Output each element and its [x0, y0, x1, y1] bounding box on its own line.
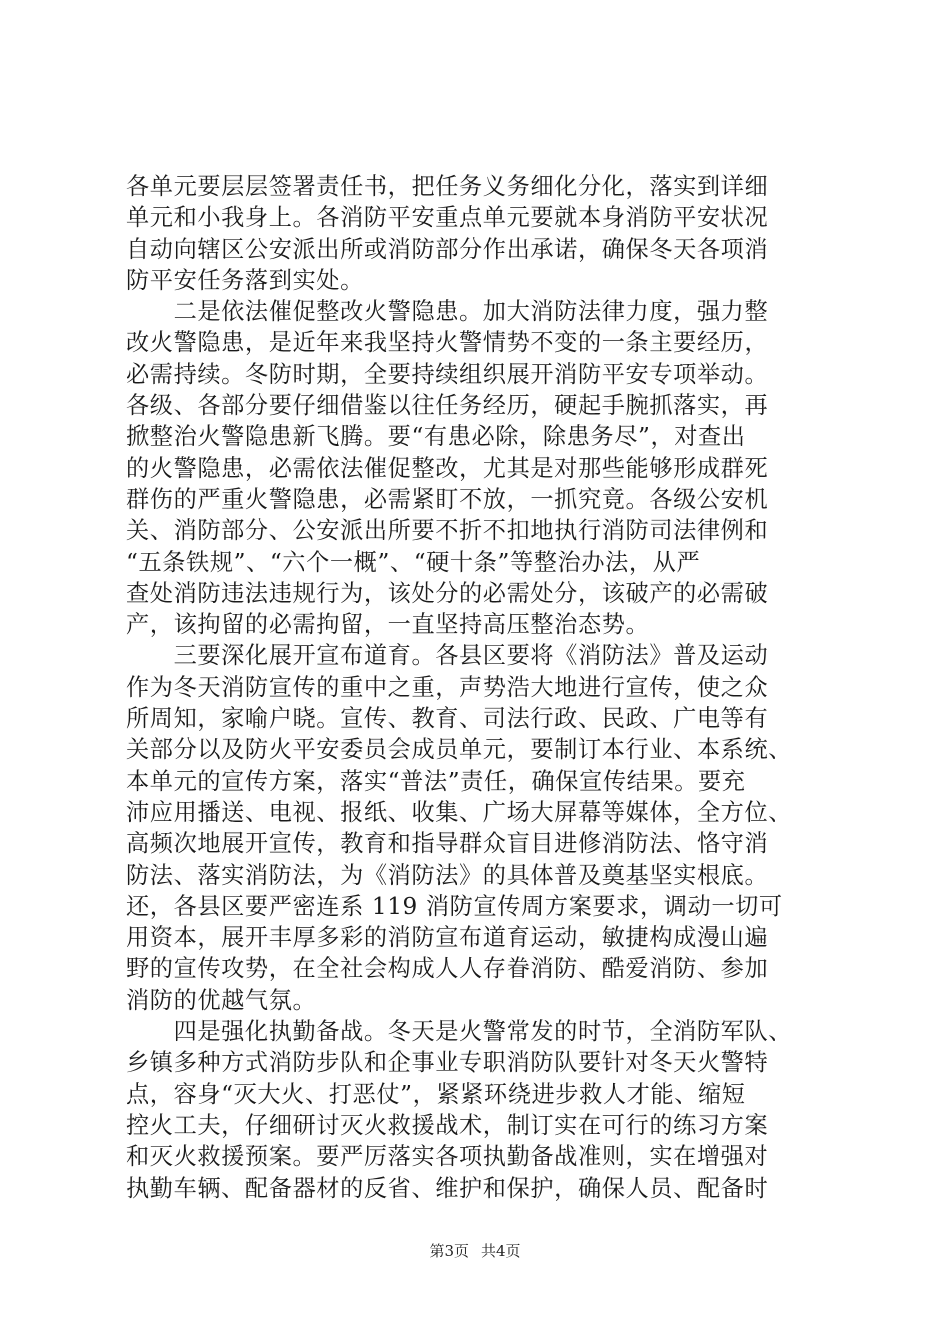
text-line: 消防的优越气氛。	[126, 986, 317, 1014]
text-line: 防法、落实消防法，为《消防法》的具体普及奠基坚实根底。	[126, 861, 769, 889]
text-line: 查处消防违法违规行为，该处分的必需处分，该破产的必需破	[126, 579, 769, 607]
text-line: 还，各县区要严密连系 119 消防宣传周方案要求，调动一切可	[126, 892, 783, 920]
text-line: 执勤车辆、配备器材的反省、维护和保护，确保人员、配备时	[126, 1174, 769, 1202]
text-line: 所周知，家喻户晓。宣传、教育、司法行政、民政、广电等有	[126, 705, 769, 733]
text-line: 必需持续。冬防时期，全要持续组织展开消防平安专项举动。	[126, 360, 769, 388]
page-number-current: 第3页	[429, 1242, 469, 1260]
text-line: 掀整治火警隐患新飞腾。要“有患必除，除患务尽”，对查出	[126, 423, 746, 451]
text-line: 作为冬天消防宣传的重中之重，声势浩大地进行宣传，使之众	[126, 673, 769, 701]
text-line: 沛应用播送、电视、报纸、收集、广场大屏幕等媒体，全方位、	[126, 798, 793, 826]
text-line: 二是依法催促整改火警隐患。加大消防法律力度，强力整	[126, 298, 769, 326]
text-line: 防平安任务落到实处。	[126, 266, 364, 294]
text-line: 自动向辖区公安派出所或消防部分作出承诺，确保冬天各项消	[126, 235, 769, 263]
text-line: 四是强化执勤备战。冬天是火警常发的时节，全消防军队、	[126, 1018, 793, 1046]
text-line: 控火工夫，仔细研讨灭火救援战术，制订实在可行的练习方案	[126, 1111, 769, 1139]
text-line: 乡镇多种方式消防步队和企事业专职消防队要针对冬天火警特	[126, 1049, 769, 1077]
text-line: 用资本，展开丰厚多彩的消防宣布道育运动，敏捷构成漫山遍	[126, 924, 769, 952]
text-line: 野的宣传攻势，在全社会构成人人存眷消防、酷爱消防、参加	[126, 955, 769, 983]
text-line: 各级、各部分要仔细借鉴以往任务经历，硬起手腕抓落实，再	[126, 392, 769, 420]
text-line: 和灭火救援预案。要严厉落实各项执勤备战准则，实在增强对	[126, 1143, 769, 1171]
text-line: 本单元的宣传方案，落实“普法”责任，确保宣传结果。要充	[126, 767, 746, 795]
text-line: 点，容身“灭大火、打恶仗”，紧紧环绕进步救人才能、缩短	[126, 1080, 746, 1108]
page-footer	[0, 1240, 950, 1261]
body-text	[126, 171, 832, 1204]
page-number-total: 共4页	[481, 1242, 521, 1260]
text-line: “五条铁规”、“六个一概”、“硬十条”等整治办法，从严	[126, 548, 701, 576]
text-line: 产，该拘留的必需拘留，一直坚持高压整治态势。	[126, 611, 650, 639]
text-line: 各单元要层层签署责任书，把任务义务细化分化，落实到详细	[126, 173, 769, 200]
text-line: 关、消防部分、公安派出所要不折不扣地执行消防司法律例和	[126, 517, 769, 545]
text-line: 关部分以及防火平安委员会成员单元，要制订本行业、本系统、	[126, 736, 793, 764]
text-line: 高频次地展开宣传，教育和指导群众盲目进修消防法、恪守消	[126, 830, 769, 858]
text-line: 群伤的严重火警隐患，必需紧盯不放，一抓究竟。各级公安机	[126, 485, 769, 513]
text-line: 的火警隐患，必需依法催促整改，尤其是对那些能够形成群死	[126, 454, 769, 482]
text-line: 改火警隐患，是近年来我坚持火警情势不变的一条主要经历，	[126, 329, 769, 357]
text-line: 单元和小我身上。各消防平安重点单元要就本身消防平安状况	[126, 204, 769, 232]
text-line: 三要深化展开宣布道育。各县区要将《消防法》普及运动	[126, 642, 769, 670]
